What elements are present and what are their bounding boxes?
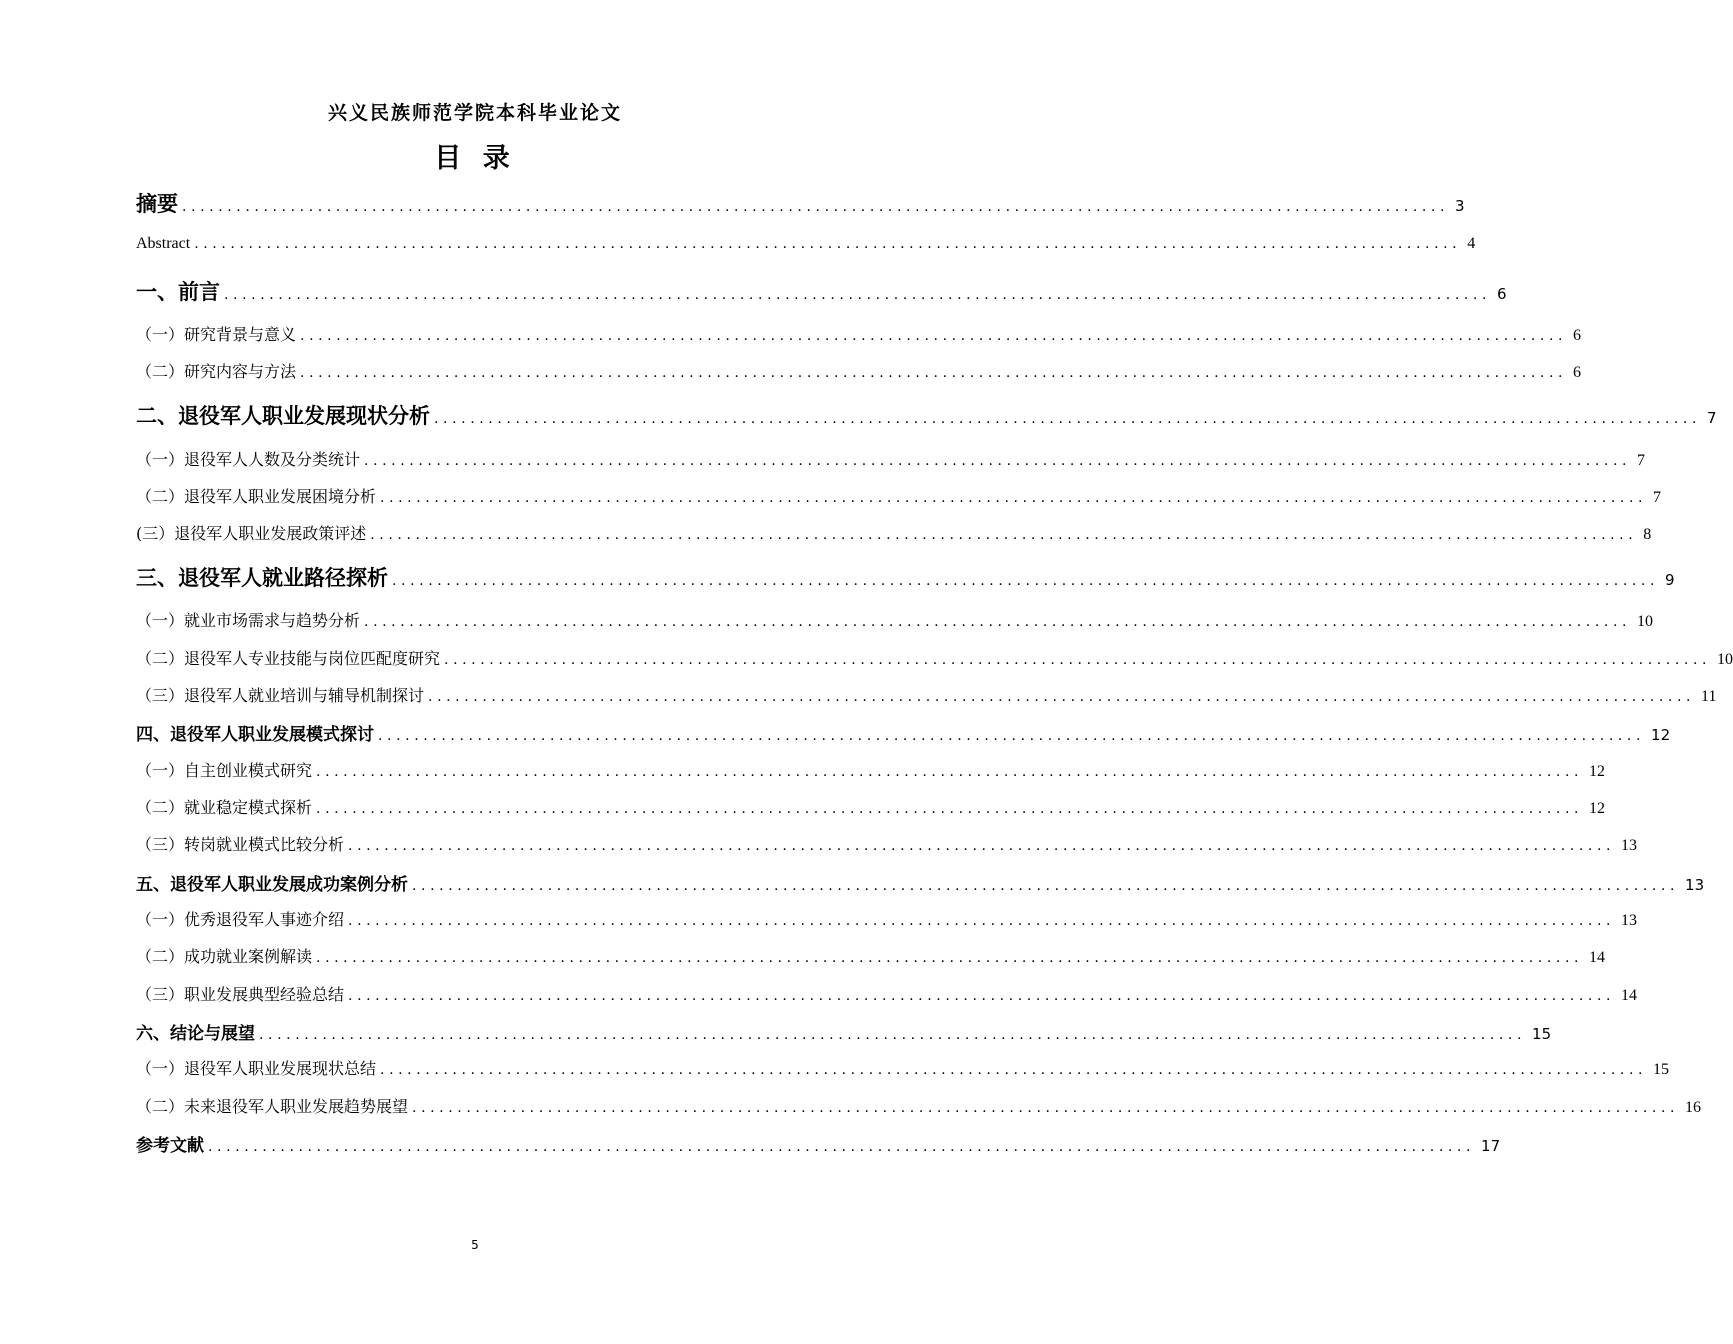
toc-entry-label: （一）研究背景与意义: [136, 325, 297, 344]
toc-entry-label: 参考文献: [136, 1136, 204, 1156]
toc-entry-page: 6: [1573, 327, 1582, 344]
toc-entry-label: （二）研究内容与方法: [136, 362, 297, 381]
toc-entry-label: （一）退役军人人数及分类统计: [136, 450, 361, 469]
toc-entry-page: 9: [1665, 571, 1675, 589]
leader-dots: ............................................................................................................................................: [380, 490, 1648, 506]
toc-entry-page: 13: [1621, 912, 1638, 929]
toc-entry-label: 一、前言: [136, 280, 220, 304]
toc-entry-chapter-5[interactable]: [136, 870, 1705, 895]
toc-entry-label: （二）未来退役军人职业发展趋势展望: [136, 1097, 409, 1116]
toc-entry-section[interactable]: [136, 608, 1654, 631]
toc-entry-section[interactable]: [136, 359, 1582, 382]
leader-dots: ............................................................................................................................................: [300, 365, 1568, 381]
toc-entry-label: （二）退役军人专业技能与岗位匹配度研究: [136, 649, 441, 668]
toc-entry-section[interactable]: [136, 944, 1606, 967]
page-number: 5: [471, 1238, 479, 1252]
leader-dots: ............................................................................................................................................: [348, 988, 1616, 1004]
toc-entry-label: （二）就业稳定模式探析: [136, 798, 313, 817]
leader-dots: ............................................................................................................................................: [348, 913, 1616, 929]
toc-entry-page: 12: [1589, 763, 1606, 780]
toc-entry-page: 12: [1651, 726, 1671, 744]
toc-entry-section[interactable]: [136, 322, 1582, 345]
leader-dots: ............................................................................................................................................: [370, 527, 1638, 543]
leader-dots: ............................................................................................................................................: [348, 838, 1616, 854]
toc-entry-page: 13: [1685, 876, 1705, 894]
toc-entry-label: （一）退役军人职业发展现状总结: [136, 1059, 377, 1078]
toc-entry-label: 二、退役军人职业发展现状分析: [136, 404, 430, 428]
document-header: 兴义民族师范学院本科毕业论文: [327, 102, 622, 124]
toc-entry-section[interactable]: [136, 646, 1733, 669]
toc-entry-chapter-2[interactable]: [136, 400, 1717, 430]
toc-entry-abstract-cn[interactable]: [136, 188, 1465, 218]
toc-entry-section[interactable]: [136, 832, 1638, 855]
toc-entry-section[interactable]: [136, 907, 1638, 930]
toc-entry-page: 8: [1643, 526, 1652, 543]
toc-entry-page: 17: [1481, 1137, 1501, 1155]
leader-dots: ............................................................................................................................................: [194, 236, 1462, 252]
toc-entry-page: 7: [1707, 409, 1717, 427]
toc-entry-page: 7: [1653, 489, 1662, 506]
toc-entry-label: (三）退役军人职业发展政策评述: [136, 524, 367, 543]
leader-dots: ............................................................................................................................................: [316, 764, 1584, 780]
leader-dots: ............................................................................................................................................: [300, 328, 1568, 344]
toc-entry-page: 10: [1717, 651, 1733, 668]
toc-entry-page: 11: [1701, 688, 1717, 705]
toc-entry-label: 五、退役军人职业发展成功案例分析: [136, 875, 408, 895]
leader-dots: ............................................................................................................................................: [364, 614, 1632, 630]
toc-entry-label: （三）退役军人就业培训与辅导机制探讨: [136, 686, 425, 705]
toc-entry-section[interactable]: [136, 1056, 1670, 1079]
toc-entry-page: 14: [1589, 949, 1606, 966]
toc-entry-label: （二）成功就业案例解读: [136, 947, 313, 966]
toc-entry-abstract-en[interactable]: [136, 235, 1476, 253]
toc-entry-label: （一）就业市场需求与趋势分析: [136, 611, 361, 630]
toc-entry-label: 四、退役军人职业发展模式探讨: [136, 725, 374, 745]
toc-entry-page: 10: [1637, 613, 1654, 630]
toc-entry-label: Abstract: [136, 235, 191, 252]
toc-entry-page: 16: [1685, 1099, 1702, 1116]
table-of-contents: [136, 0, 1733, 1344]
toc-entry-section[interactable]: [136, 683, 1717, 706]
toc-entry-page: 13: [1621, 837, 1638, 854]
toc-entry-page: 4: [1467, 235, 1476, 252]
toc-entry-page: 15: [1653, 1061, 1670, 1078]
toc-entry-label: （一）优秀退役军人事迹介绍: [136, 910, 345, 929]
toc-entry-page: 12: [1589, 800, 1606, 817]
toc-entry-chapter-1[interactable]: [136, 276, 1507, 306]
toc-entry-page: 6: [1497, 285, 1507, 303]
toc-entry-label: 摘要: [136, 192, 178, 216]
leader-dots: ............................................................................................................................................: [316, 801, 1584, 817]
toc-entry-page: 6: [1573, 364, 1582, 381]
toc-entry-section[interactable]: [136, 795, 1606, 818]
toc-entry-page: 7: [1637, 452, 1646, 469]
toc-entry-references[interactable]: [136, 1131, 1501, 1156]
leader-dots: ............................................................................................................................................: [208, 1139, 1476, 1155]
toc-entry-page: 15: [1532, 1025, 1552, 1043]
toc-entry-section[interactable]: [136, 982, 1638, 1005]
toc-entry-label: 三、退役军人就业路径探析: [136, 566, 388, 590]
toc-entry-label: 六、结论与展望: [136, 1024, 255, 1044]
toc-entry-chapter-4[interactable]: [136, 720, 1671, 745]
toc-title: 目 录: [434, 143, 516, 174]
toc-entry-section[interactable]: [136, 758, 1606, 781]
toc-entry-section[interactable]: [136, 447, 1646, 470]
leader-dots: ............................................................................................................................................: [380, 1062, 1648, 1078]
toc-entry-chapter-6[interactable]: [136, 1019, 1552, 1044]
leader-dots: ............................................................................................................................................: [378, 728, 1646, 744]
toc-entry-section[interactable]: [136, 1094, 1702, 1117]
toc-entry-label: （三）职业发展典型经验总结: [136, 985, 345, 1004]
leader-dots: ............................................................................................................................................: [428, 689, 1696, 705]
toc-entry-label: （三）转岗就业模式比较分析: [136, 835, 345, 854]
leader-dots: ............................................................................................................................................: [434, 411, 1702, 427]
toc-entry-page: 3: [1455, 197, 1465, 215]
leader-dots: ............................................................................................................................................: [259, 1027, 1527, 1043]
toc-entry-label: （二）退役军人职业发展困境分析: [136, 487, 377, 506]
toc-entry-page: 14: [1621, 987, 1638, 1004]
leader-dots: ............................................................................................................................................: [412, 878, 1680, 894]
leader-dots: ............................................................................................................................................: [444, 652, 1712, 668]
leader-dots: ............................................................................................................................................: [224, 287, 1492, 303]
toc-entry-section[interactable]: [136, 484, 1662, 507]
leader-dots: ............................................................................................................................................: [364, 453, 1632, 469]
toc-entry-chapter-3[interactable]: [136, 562, 1675, 592]
leader-dots: ............................................................................................................................................: [412, 1100, 1680, 1116]
leader-dots: ............................................................................................................................................: [392, 573, 1660, 589]
leader-dots: ............................................................................................................................................: [316, 950, 1584, 966]
toc-entry-section[interactable]: [136, 521, 1652, 544]
leader-dots: ............................................................................................................................................: [182, 199, 1450, 215]
toc-entry-label: （一）自主创业模式研究: [136, 761, 313, 780]
